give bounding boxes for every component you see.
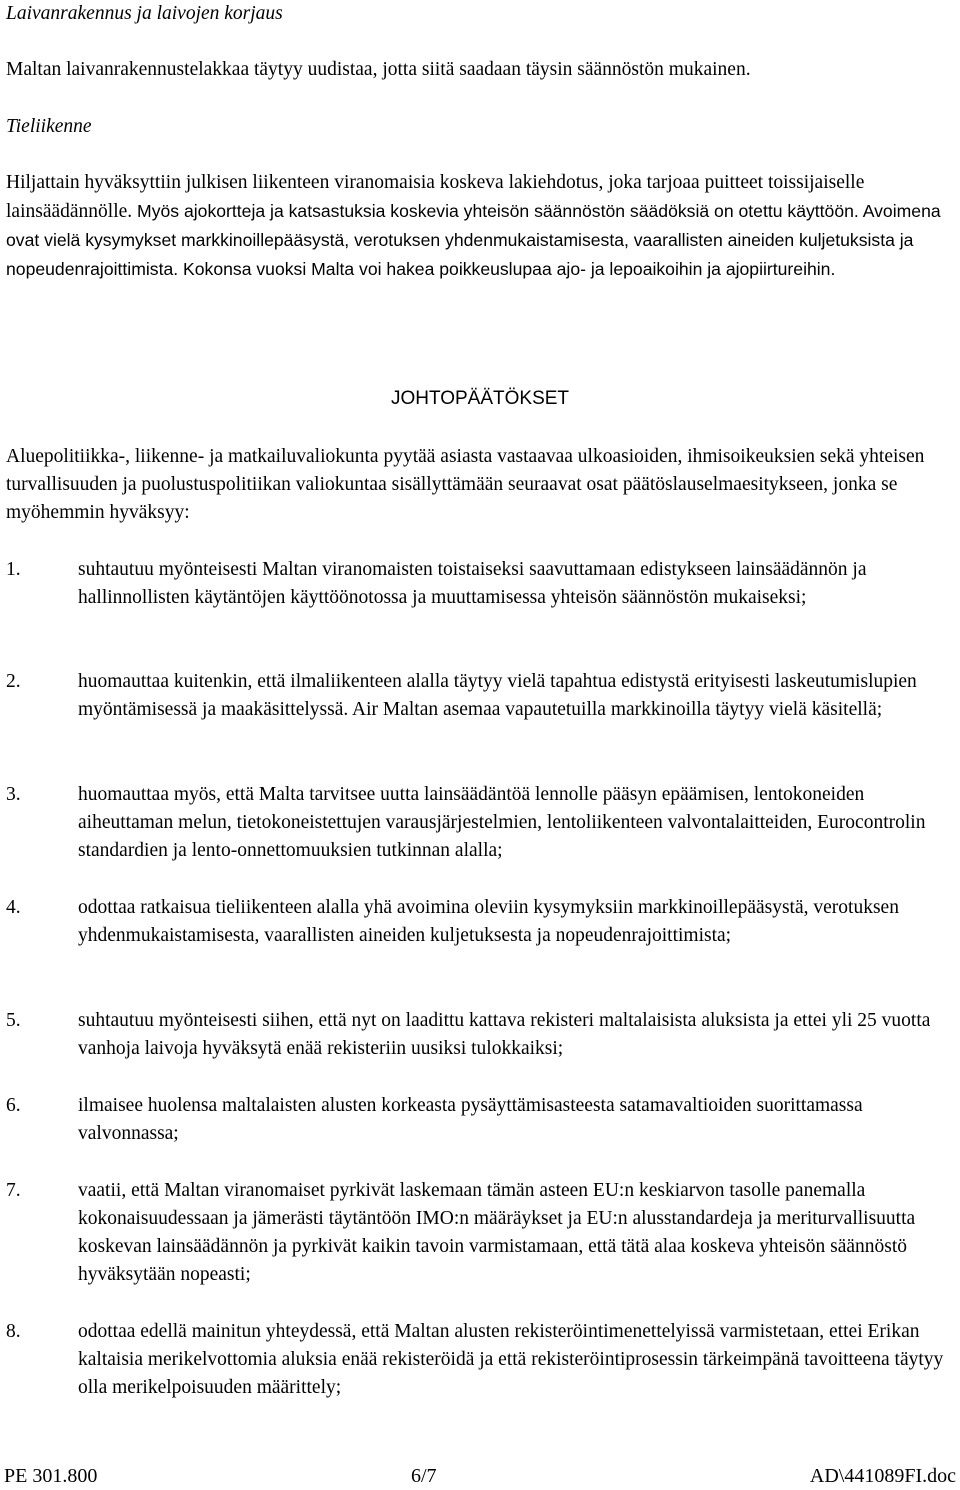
page-footer [0, 1462, 960, 1490]
item-number: 8. [6, 1321, 21, 1342]
road-text-serif: Hiljattain hyväksyttiin julkisen liikenteen viranomaisia koskeva lakiehdotus, joka tarjoaa puitteet toissijaiselle lainsäädännölle. [6, 172, 865, 222]
item-text: huomauttaa myös, että Malta tarvitsee uutta lainsäädäntöä lennolle pääsyn epäämisen, lentokoneiden aiheuttaman melun, tietokoneistettujen varausjärjestelmien, lentoliikenteen valvontalaitteiden, Eurocontrolin standardien ja lento-onnettomuuksien tutkinnan alalla; [78, 784, 926, 861]
item-text: huomauttaa kuitenkin, että ilmaliikenteen alalla täytyy vielä tapahtua edistystä erityisesti laskeutumislupien myöntämisessä ja maakäsittelyssä. Air Maltan asemaa vapautetuilla markkinoilla täytyy vielä käsitellä; [78, 671, 917, 720]
item-number: 7. [6, 1180, 21, 1201]
item-text: vaatii, että Maltan viranomaiset pyrkivät laskemaan tämän asteen EU:n keskiarvon tasolle panemalla kokonaisuudessaan ja jämerästi täytäntöön IMO:n määräykset ja EU:n alusstandardeja ja meriturvallisuutta koskevan lainsäädännön ja pyrkivät kaikin tavoin varmistamaan, että tätä alaa koskeva yhteisön säännöstö hyväksytään nopeasti; [78, 1180, 916, 1285]
section-heading-shipbuilding: Laivanrakennus ja laivojen korjaus [6, 3, 283, 24]
footer-document-number: PE 301.800 [4, 1465, 98, 1487]
item-number: 4. [6, 897, 21, 918]
section-text-shipbuilding: Maltan laivanrakennustelakkaa täytyy uudistaa, jotta siitä saadaan täysin säännöstön mukainen. [6, 59, 751, 80]
item-number: 2. [6, 671, 21, 692]
road-text-sans: Myös ajokortteja ja katsastuksia koskevia yhteisön säännöstön säädöksiä on otettu käyttöön. Avoimena ovat vielä kysymykset markkinoillepääsystä, verotuksen yhdenmukaistamisesta, vaarallisten aineiden kuljetuksista ja nopeudenrajoittimista. Kokonsa vuoksi Malta voi hakea poikkeuslupaa ajo- ja lepoaikoihin ja ajopiirtureihin. [6, 201, 941, 279]
section-heading-road: Tieliikenne [6, 116, 92, 137]
conclusions-heading: JOHTOPÄÄTÖKSET [390, 388, 570, 409]
item-text: suhtautuu myönteisesti Maltan viranomaisten toistaiseksi saavuttamaan edistykseen lainsäädännön ja hallinnollisten käytäntöjen käyttöönotossa ja muuttamisessa yhteisön säännöstön mukaiseksi; [78, 559, 867, 608]
section-text-road [6, 169, 958, 284]
item-text: odottaa edellä mainitun yhteydessä, että Maltan alusten rekisteröintimenettelyissä varmistetaan, ettei Erikan kaltaisia merikelvottomia aluksia enää rekisteröidä ja että rekisteröintiprosessin tärkeimpänä tavoitteena täytyy olla merikelpoisuuden määrittely; [78, 1321, 944, 1398]
footer-file-reference: AD\441089FI.doc [809, 1465, 956, 1487]
item-number: 6. [6, 1095, 21, 1116]
item-text: suhtautuu myönteisesti siihen, että nyt on laadittu kattava rekisteri maltalaisista aluksista ja ettei yli 25 vuotta vanhoja laivoja hyväksytä enää rekisteriin uusiksi tulokkaiksi; [78, 1010, 931, 1059]
footer-page-number: 6/7 [411, 1465, 437, 1487]
conclusions-intro: Aluepolitiikka-, liikenne- ja matkailuvaliokunta pyytää asiasta vastaavaa ulkoasioiden, ihmisoikeuksien sekä yhteisen turvallisuuden ja puolustuspolitiikan valiokuntaa sisällyttämään seuraavat osat päätöslauselmaesitykseen, jonka se myöhemmin hyväksyy: [6, 446, 925, 523]
item-number: 3. [6, 784, 21, 805]
item-text: ilmaisee huolensa maltalaisten alusten korkeasta pysäyttämisasteesta satamavaltioiden suorittamassa valvonnassa; [78, 1095, 863, 1144]
item-number: 5. [6, 1010, 21, 1031]
item-number: 1. [6, 559, 21, 580]
item-text: odottaa ratkaisua tieliikenteen alalla yhä avoimina oleviin kysymyksiin markkinoillepääsystä, verotuksen yhdenmukaistamisesta, vaarallisten aineiden kuljetuksesta ja nopeudenrajoittimista; [78, 897, 899, 946]
